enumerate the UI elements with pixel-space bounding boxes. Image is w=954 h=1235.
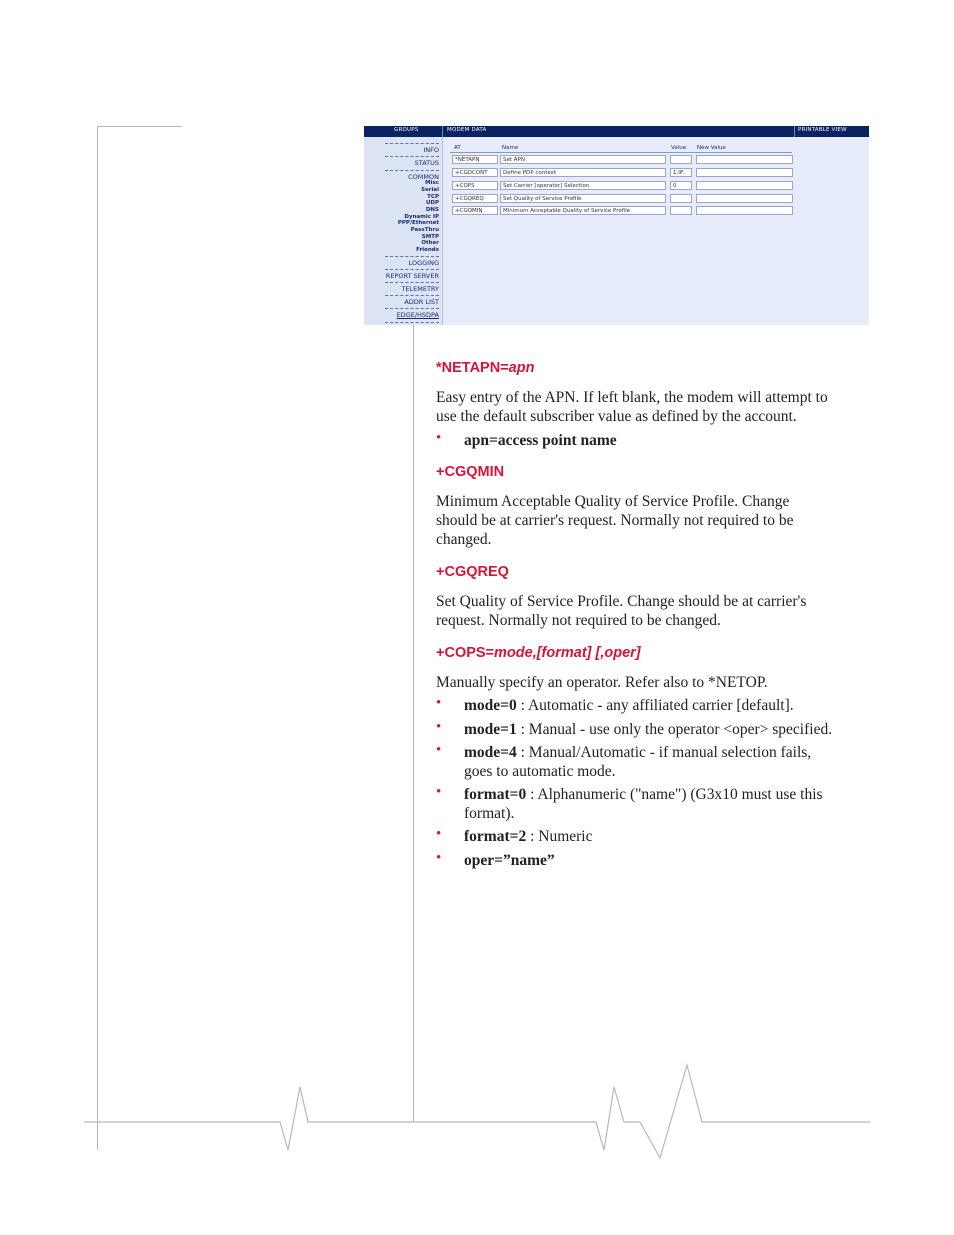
cgqreq-desc-line1: Set Quality of Service Profile. Change should be at carrier's bbox=[436, 593, 807, 610]
footer-pulse-decoration bbox=[0, 1060, 954, 1170]
row-value-cell bbox=[670, 194, 692, 203]
cgqmin-desc-line1: Minimum Acceptable Quality of Service Profile. Change bbox=[436, 493, 790, 510]
row-value-cell: 1,IP, bbox=[670, 168, 692, 177]
groups-sidebar bbox=[364, 137, 443, 325]
cgqmin-desc-line3: changed. bbox=[436, 531, 492, 548]
sidebar-sub-tcp[interactable]: TCP bbox=[427, 194, 439, 200]
column-divider-line bbox=[413, 325, 414, 1122]
row-value-cell bbox=[670, 155, 692, 164]
page-frame-left-line bbox=[97, 126, 98, 1150]
sidebar-sub-friends[interactable]: Friends bbox=[416, 247, 439, 253]
sidebar-sub-other[interactable]: Other bbox=[421, 240, 439, 246]
netapn-desc-line1: Easy entry of the APN. If left blank, the modem will attempt to bbox=[436, 389, 828, 406]
row-new-value-input[interactable] bbox=[696, 181, 793, 190]
cgqreq-heading: +CGQREQ bbox=[436, 564, 509, 580]
bullet-icon: • bbox=[436, 719, 442, 735]
cgqmin-heading: +CGQMIN bbox=[436, 464, 505, 480]
row-new-value-input[interactable] bbox=[696, 194, 793, 203]
bullet-icon: • bbox=[436, 430, 442, 446]
bullet-icon: • bbox=[436, 826, 442, 842]
sidebar-sub-passthru[interactable]: PassThru bbox=[410, 227, 439, 233]
row-new-value-input[interactable] bbox=[696, 155, 793, 164]
sidebar-sub-udp[interactable]: UDP bbox=[425, 200, 439, 206]
cops-bullet-oper: oper=”name” bbox=[464, 852, 555, 869]
row-new-value-input[interactable] bbox=[696, 168, 793, 177]
cops-bullet-mode4-cont: goes to automatic mode. bbox=[464, 763, 616, 780]
sidebar-item-info[interactable]: INFO bbox=[423, 146, 439, 154]
row-name-cell: Set Carrier [operator] Selection bbox=[500, 181, 666, 190]
column-header-name: Name bbox=[502, 145, 519, 151]
cops-bullet-mode4: mode=4 : Manual/Automatic - if manual selection fails, bbox=[464, 744, 812, 761]
groups-label: GROUPS bbox=[394, 127, 419, 133]
sidebar-item-edge-hsdpa[interactable]: EDGE/HSDPA bbox=[396, 311, 439, 319]
row-name-cell: Set Quality of Service Profile bbox=[500, 194, 666, 203]
netapn-desc-line2: use the default subscriber value as defined by the account. bbox=[436, 408, 797, 425]
row-at-cell: +CGQMIN bbox=[452, 206, 498, 215]
modem-data-screenshot bbox=[364, 126, 869, 325]
sidebar-item-status[interactable]: STATUS bbox=[414, 159, 439, 167]
sidebar-sub-smtp[interactable]: SMTP bbox=[421, 234, 439, 240]
column-header-at: AT bbox=[454, 145, 461, 151]
printable-view-link[interactable]: PRINTABLE VIEW bbox=[798, 127, 847, 133]
cops-desc: Manually specify an operator. Refer also to *NETOP. bbox=[436, 674, 768, 691]
modem-data-tab[interactable]: MODEM DATA bbox=[447, 127, 487, 133]
row-at-cell: +CGQREQ bbox=[452, 194, 498, 203]
netapn-heading: *NETAPN=apn bbox=[436, 360, 535, 376]
sidebar-sub-dynamic-ip[interactable]: Dynamic IP bbox=[404, 214, 439, 220]
sidebar-item-telemetry[interactable]: TELEMETRY bbox=[401, 285, 439, 293]
sidebar-sub-serial[interactable]: Serial bbox=[421, 187, 439, 193]
row-at-cell: +CGDCONT bbox=[452, 168, 498, 177]
row-at-cell: *NETAPN bbox=[452, 155, 498, 164]
cgqmin-desc-line2: should be at carrier's request. Normally not required to be bbox=[436, 512, 794, 529]
cops-heading: +COPS=mode,[format] [,oper] bbox=[436, 645, 641, 661]
cops-bullet-format0-cont: format). bbox=[464, 805, 515, 822]
bullet-icon: • bbox=[436, 850, 442, 866]
column-header-new-value: New Value bbox=[697, 145, 726, 151]
row-at-cell: +COPS bbox=[452, 181, 498, 190]
column-header-value: Value bbox=[671, 145, 687, 151]
sidebar-item-logging[interactable]: LOGGING bbox=[408, 259, 439, 267]
cops-bullet-format2: format=2 : Numeric bbox=[464, 828, 593, 845]
cops-bullet-mode1: mode=1 : Manual - use only the operator <oper> specified. bbox=[464, 721, 833, 738]
cops-bullet-format0: format=0 : Alphanumeric ("name") (G3x10 must use this bbox=[464, 786, 823, 803]
bullet-icon: • bbox=[436, 695, 442, 711]
bullet-icon: • bbox=[436, 742, 442, 758]
sidebar-sub-dns[interactable]: DNS bbox=[425, 207, 439, 213]
row-value-cell bbox=[670, 206, 692, 215]
sidebar-sub-misc[interactable]: Misc bbox=[425, 180, 439, 186]
sidebar-item-addr-list[interactable]: ADDR LIST bbox=[404, 298, 439, 306]
screenshot-title-bar bbox=[364, 126, 869, 137]
page-frame-top-line bbox=[97, 126, 182, 127]
row-name-cell: Define PDP context bbox=[500, 168, 666, 177]
cops-bullet-mode0: mode=0 : Automatic - any affiliated carrier [default]. bbox=[464, 697, 794, 714]
row-value-cell: 0 bbox=[670, 181, 692, 190]
cgqreq-desc-line2: request. Normally not required to be changed. bbox=[436, 612, 721, 629]
row-name-cell: Minimum Acceptable Quality of Service Profile bbox=[500, 206, 666, 215]
row-new-value-input[interactable] bbox=[696, 206, 793, 215]
sidebar-item-report-server[interactable]: REPORT SERVER bbox=[385, 272, 439, 280]
row-name-cell: Set APN bbox=[500, 155, 666, 164]
sidebar-sub-ppp-ethernet[interactable]: PPP/Ethernet bbox=[397, 220, 439, 226]
bullet-icon: • bbox=[436, 784, 442, 800]
netapn-bullet: apn=access point name bbox=[464, 432, 617, 449]
sidebar-item-common[interactable]: COMMON bbox=[408, 173, 439, 181]
